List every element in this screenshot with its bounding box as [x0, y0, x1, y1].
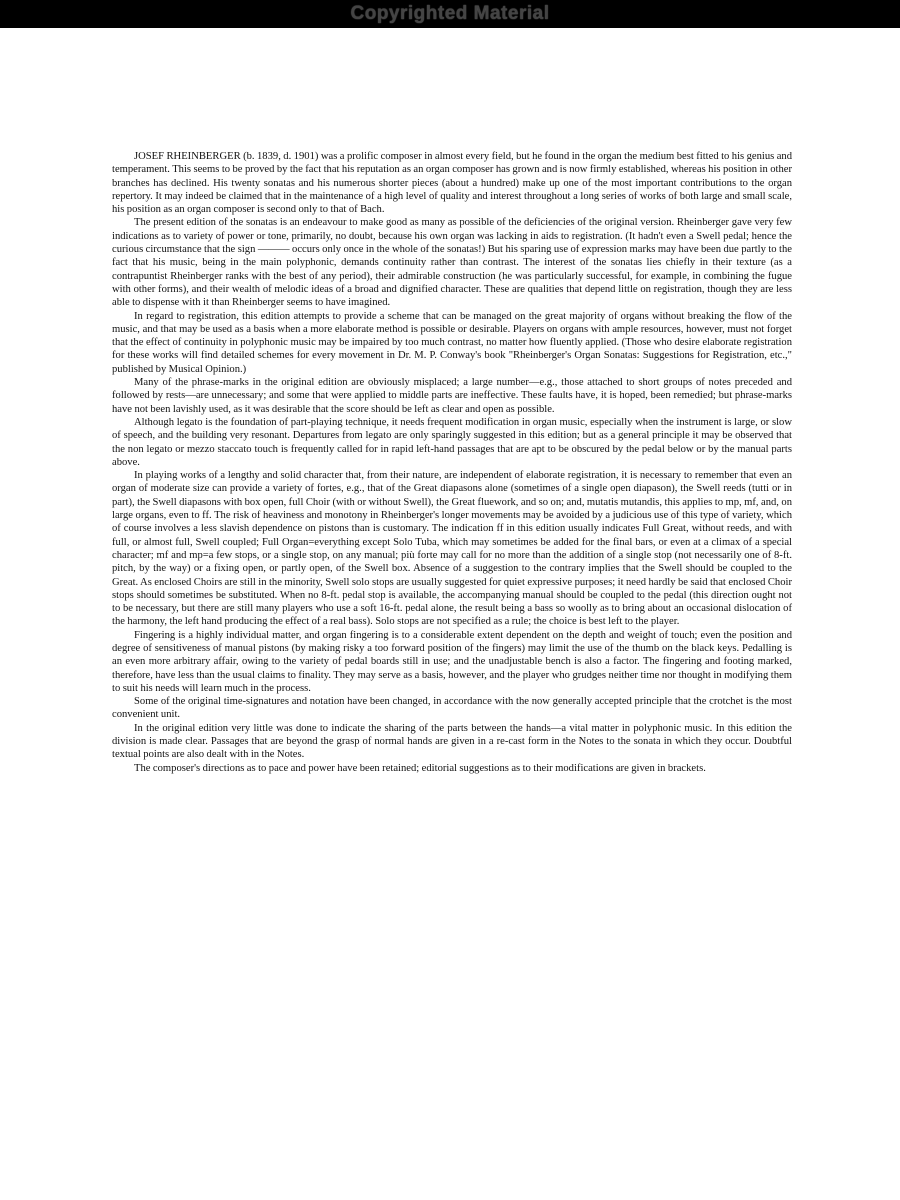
- paragraph-2: The present edition of the sonatas is an endeavour to make good as many as possible of the deficiencies of the original version. Rheinberger gave very few indications as to variety of power or tone, primarily, no doubt, because his own organ was lacking in aids to registration. (It hadn't even a Swell pedal; hence the curious circumstance that the sign ——— occurs only once in the whole of the sonatas!) But his sparing use of expression marks may have been due partly to the fact that his music, being in the main polyphonic, demands continuity rather than contrast. The interest of the sonatas lies chiefly in their texture (as a contrapuntist Rheinberger ranks with the best of any period), their admirable construction (he was particularly successful, for example, in combining the fugue with other forms), and their wealth of melodic ideas of a broad and dignified character. These are qualities that depend little on registration, though they are less able to dispense with it than Rheinberger seems to have imagined.: [112, 217, 792, 309]
- paragraph-1: JOSEF RHEINBERGER (b. 1839, d. 1901) was a prolific composer in almost every field, but he found in the organ the medium best fitted to his genius and temperament. This seems to be proved by the fact that his reputation as an organ composer has grown and is now firmly established, whereas his position in other branches has declined. His twenty sonatas and his numerous shorter pieces (about a hundred) make up one of the most important contributions to the organ repertory. It may indeed be claimed that in the maintenance of a high level of quality and interest throughout a long series of works of both large and small scale, his position as an organ composer is second only to that of Bach.: [112, 151, 792, 216]
- paragraph-3: In regard to registration, this edition attempts to provide a scheme that can be managed on the great majority of organs without breaking the flow of the music, and that may be used as a basis when a more elaborate method is possible or desirable. Players on organs with ample resources, however, must not forget that the effect of continuity in polyphonic music may be impaired by too much contrast, no matter how fluently applied. (Those who desire elaborate registration for these works will find detailed schemes for every movement in Dr. M. P. Conway's book "Rheinberger's Organ Sonatas: Suggestions for Registration, etc.," published by Musical Opinion.): [112, 310, 792, 375]
- copyright-banner: [0, 0, 900, 28]
- paragraph-10: The composer's directions as to pace and power have been retained; editorial suggestions as to their modifications are given in brackets.: [134, 762, 706, 774]
- paragraph-4: Many of the phrase-marks in the original edition are obviously misplaced; a large number—e.g., those attached to short groups of notes preceded and followed by rests—are unnecessary; and some that were applied to middle parts are ineffective. These faults have, it is hoped, been remedied; but phrase-marks have not been lavishly used, as it was desirable that the score should be left as clear and open as possible.: [112, 377, 792, 415]
- paragraph-7: Fingering is a highly individual matter, and organ fingering is to a considerable extent dependent on the depth and weight of touch; even the position and degree of sensitiveness of manual pistons (by making risky a too forward position of the fingers) may limit the use of the thumb on the black keys. Pedalling is an even more arbitrary affair, owing to the variety of pedal boards still in use; and the unadjustable bench is also a factor. The fingering and footing marked, therefore, have less than the usual claims to finality. They may serve as a basis, however, and the player who grudges neither time nor thought in modifying them to suit his needs will learn much in the process.: [112, 629, 792, 694]
- paragraph-8: Some of the original time-signatures and notation have been changed, in accordance with the now generally accepted principle that the crotchet is the most convenient unit.: [112, 696, 792, 721]
- copyright-banner-label: Copyrighted Material: [350, 3, 550, 24]
- paragraph-9: In the original edition very little was done to indicate the sharing of the parts between the hands—a vital matter in polyphonic music. In this edition the division is made clear. Passages that are beyond the grasp of normal hands are given in a re-cast form in the Notes to the sonata in which they occur. Doubtful textual points are also dealt with in the Notes.: [112, 722, 792, 761]
- paragraph-6: In playing works of a lengthy and solid character that, from their nature, are independent of elaborate registration, it is necessary to remember that even an organ of moderate size can provide a variety of fortes, e.g., that of the Great diapasons alone (sometimes of a single open diapason), the Swell reeds (tutti or in part), the Swell diapasons with box open, full Choir (with or without Swell), the Great fluework, and so on; and, mutatis mutandis, this applies to mp, mf, and, on large organs, even to ff. The risk of heaviness and monotony in Rheinberger's longer movements may be avoided by a judicious use of this type of variety, which of course involves a less slavish dependence on pistons than is customary. The indication ff in this edition usually indicates Full Great, without reeds, and with full, or almost full, Swell coupled; Full Organ=everything except Solo Tuba, which may sometimes be added for the final bars, or even at a climax of a special character; mf and mp=a few stops, or a single stop, on any manual; più forte may call for no more than the addition of a single stop (not necessarily one of 8-ft. pitch, by the way) or a fixing open, or partly open, of the Swell box. Absence of a suggestion to the contrary implies that the Swell should be coupled to the Great. As enclosed Choirs are still in the minority, Swell solo stops are usually suggested for quiet expressive purposes; it need hardly be said that enclosed Choir stops should sometimes be substituted. When no 8-ft. pedal stop is available, the accompanying manual should be coupled to the pedal (this direction ought not to be necessary, but there are still many players who use a soft 16-ft. pedal alone, the result being a bass so woolly as to bring about an occasional dislocation of the harmony, the left hand producing the effect of a real bass). Solo stops are not specified as a rule; the choice is best left to the player.: [112, 470, 792, 628]
- paragraph-5: Although legato is the foundation of part-playing technique, it needs frequent modification in organ music, especially when the instrument is large, or slow of speech, and the building very resonant. Departures from legato are only sparingly suggested in this edition; but as a general principle it may be observed that the non legato or mezzo staccato touch is frequently called for in rapid left-hand passages that are apt to be obscured by the pedal below or by the manual parts above.: [112, 416, 792, 468]
- preface-text: [112, 150, 792, 775]
